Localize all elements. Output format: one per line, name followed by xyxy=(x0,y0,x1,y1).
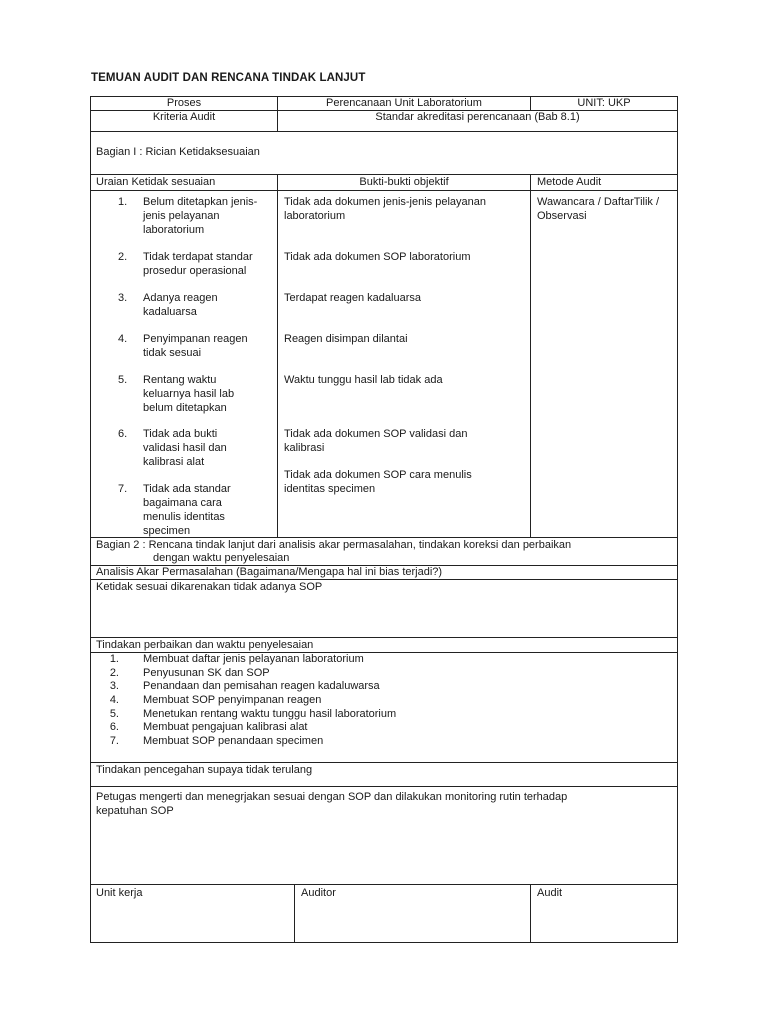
uraian-text: Belum ditetapkan jenis-jenis pelayanan laboratorium xyxy=(143,196,258,236)
page-title: TEMUAN AUDIT DAN RENCANA TINDAK LANJUT xyxy=(91,72,366,84)
bukti-text: Tidak ada dokumen SOP cara menulis identitas specimen xyxy=(284,469,472,495)
pencegahan-value: Petugas mengerti dan menegrjakan sesuai dengan SOP dan dilakukan monitoring rutin terhadap xyxy=(96,791,568,803)
uraian-text: Tidak terdapat standar prosedur operasional xyxy=(143,251,253,277)
item-text: Penandaan dan pemisahan reagen kadaluwarsa xyxy=(143,680,380,693)
list-item xyxy=(118,195,127,209)
list-item xyxy=(105,667,605,681)
item-number: 1. xyxy=(109,653,119,665)
bukti-text: Tidak ada dokumen SOP laboratorium xyxy=(284,251,471,263)
item-number: 2. xyxy=(118,251,128,263)
uraian-text: Rentang waktu keluarnya hasil lab belum ditetapkan xyxy=(143,374,235,414)
list-item xyxy=(105,708,605,722)
kriteria-label: Kriteria Audit xyxy=(152,111,216,123)
item-number: 3. xyxy=(109,680,119,693)
auditor-label: Auditor xyxy=(301,887,336,899)
item-text: Menetukan rentang waktu tunggu hasil laboratorium xyxy=(143,707,397,720)
bukti-text: Tidak ada dokumen jenis-jenis pelayanan laboratorium xyxy=(284,196,486,222)
bagian2-heading-cont: dengan waktu penyelesaian xyxy=(153,552,290,564)
item-number: 6. xyxy=(109,721,119,734)
divider xyxy=(90,131,678,132)
list-item xyxy=(105,735,605,749)
list-item xyxy=(105,694,605,708)
audit-label: Audit xyxy=(537,887,563,899)
item-text: Membuat daftar jenis pelayanan laboratorium xyxy=(143,653,364,665)
bukti-text: Reagen disimpan dilantai xyxy=(284,333,408,345)
pencegahan-label: Tindakan pencegahan supaya tidak terulang xyxy=(96,764,313,776)
analisis-label: Analisis Akar Permasalahan (Bagaimana/Mengapa hal ini bias terjadi?) xyxy=(96,566,443,578)
proses-value: Perencanaan Unit Laboratorium xyxy=(326,97,482,109)
list-item xyxy=(118,291,127,305)
item-number: 4. xyxy=(118,333,128,345)
divider xyxy=(277,174,278,537)
tindakan-list xyxy=(105,653,605,749)
list-item xyxy=(118,427,127,441)
list-item xyxy=(118,332,127,346)
item-number: 5. xyxy=(109,707,119,720)
bagian2-heading: Bagian 2 : Rencana tindak lanjut dari analisis akar permasalahan, tindakan koreksi dan perbaikan xyxy=(96,539,572,551)
metode-value: Wawancara / DaftarTilik / Observasi xyxy=(537,196,660,222)
item-number: 3. xyxy=(118,292,128,304)
list-item xyxy=(118,482,127,496)
analisis-value: Ketidak sesuai dikarenakan tidak adanya SOP xyxy=(96,581,323,593)
col-metode-header: Metode Audit xyxy=(537,176,602,188)
item-number: 7. xyxy=(118,483,128,495)
uraian-text: Tidak ada standar bagaimana cara menulis identitas specimen xyxy=(143,483,231,537)
uraian-text: Tidak ada bukti validasi hasil dan kalibrasi alat xyxy=(143,428,227,468)
item-number: 5. xyxy=(118,374,128,386)
divider xyxy=(294,884,295,943)
list-item xyxy=(105,653,605,667)
item-number: 1. xyxy=(118,196,128,208)
col-uraian-header: Uraian Ketidak sesuaian xyxy=(96,176,216,188)
list-item xyxy=(118,373,127,387)
divider xyxy=(90,884,678,885)
item-text: Membuat pengajuan kalibrasi alat xyxy=(143,721,308,734)
divider xyxy=(90,786,678,787)
list-item xyxy=(105,721,605,735)
item-number: 4. xyxy=(109,694,119,707)
proses-label: Proses xyxy=(166,97,202,109)
item-number: 6. xyxy=(118,428,128,440)
uraian-text: Adanya reagen kadaluarsa xyxy=(143,292,218,318)
divider xyxy=(90,190,678,191)
item-text: Penyusunan SK dan SOP xyxy=(143,666,270,679)
unit-label: UNIT: UKP xyxy=(577,97,631,109)
col-bukti-header: Bukti-bukti objektif xyxy=(359,176,449,188)
item-number: 7. xyxy=(109,735,119,748)
pencegahan-value-cont: kepatuhan SOP xyxy=(96,805,174,817)
item-text: Membuat SOP penyimpanan reagen xyxy=(143,694,322,707)
tindakan-label: Tindakan perbaikan dan waktu penyelesaian xyxy=(96,639,314,651)
item-text: Membuat SOP penandaan specimen xyxy=(143,735,324,748)
bukti-text: Waktu tunggu hasil lab tidak ada xyxy=(284,374,443,386)
bagian1-heading: Bagian I : Rician Ketidaksesuaian xyxy=(96,146,260,158)
list-item xyxy=(105,680,605,694)
bukti-text: Terdapat reagen kadaluarsa xyxy=(284,292,421,304)
kriteria-value: Standar akreditasi perencanaan (Bab 8.1) xyxy=(375,111,580,123)
bukti-text: Tidak ada dokumen SOP validasi dan kalibrasi xyxy=(284,428,468,454)
uraian-text: Penyimpanan reagen tidak sesuai xyxy=(143,333,248,359)
divider xyxy=(530,884,531,943)
divider xyxy=(530,174,531,537)
list-item xyxy=(118,250,127,264)
item-number: 2. xyxy=(109,666,119,679)
unit-kerja-label: Unit kerja xyxy=(96,887,143,899)
